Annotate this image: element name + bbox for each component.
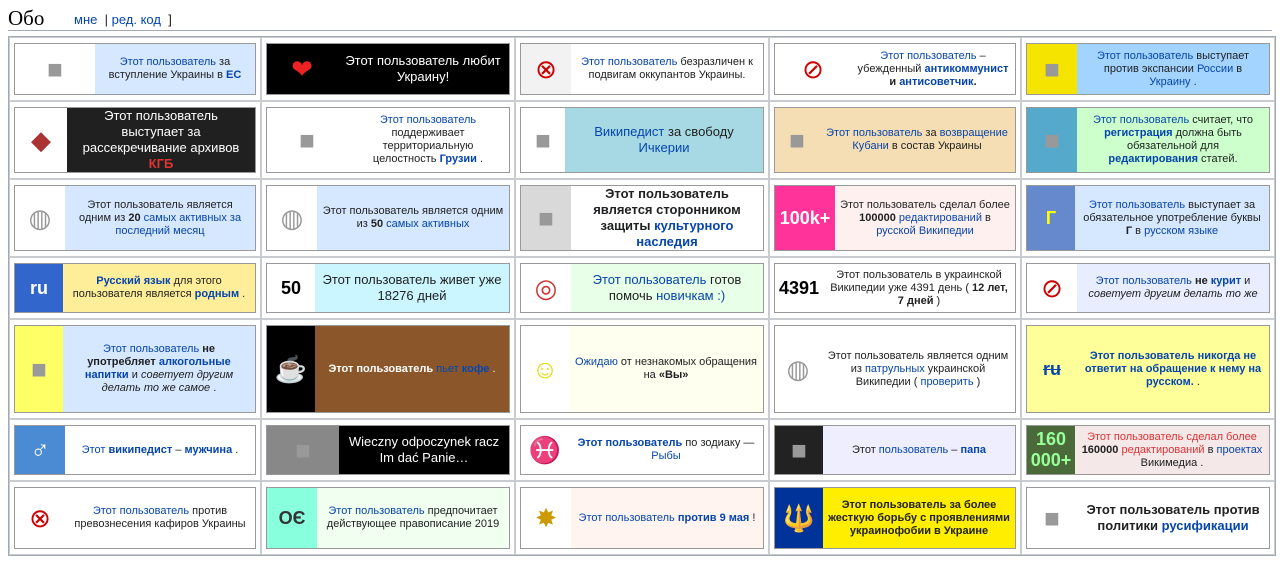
userbox-text-part: Викимедиа .: [1140, 456, 1204, 469]
userbox-text-part: в: [1204, 443, 1217, 456]
userbox-text-part: Этот пользователь является одним из: [827, 349, 1009, 375]
userbox-link[interactable]: Русский язык: [96, 275, 171, 287]
userbox-cell: [9, 101, 261, 179]
badge-text: ru: [1043, 358, 1061, 379]
userbox-text-part: поддерживает территориальную целостность: [372, 127, 474, 165]
userbox-text-part: по зодиаку —: [682, 437, 755, 449]
userbox-link[interactable]: Этот пользователь: [328, 505, 425, 517]
userbox-link[interactable]: пьет: [436, 362, 459, 375]
link-me[interactable]: мне: [74, 12, 98, 27]
userbox-link[interactable]: самых активных за последний месяц: [115, 211, 242, 237]
userbox-text: [819, 127, 1015, 153]
userbox-text-part: 20: [128, 211, 141, 224]
userbox-text-part: редактирований: [1118, 443, 1205, 456]
userbox-text-part: Этот пользователь в украинской Википедии уже 4391 день (: [830, 268, 1002, 294]
userbox-link[interactable]: Этот пользователь: [1088, 198, 1186, 211]
userbox-text: [347, 114, 509, 166]
badge-text: Г: [1045, 207, 1057, 228]
cartoon-icon: ■: [1027, 488, 1077, 548]
userbox-link[interactable]: редактирований: [895, 211, 982, 224]
userbox-cell: [769, 319, 1021, 419]
userbox-cell: [515, 101, 769, 179]
userbox-text-part: Этот пользователь является одним из: [78, 198, 233, 224]
userbox-cell: [9, 419, 261, 481]
userbox-text-part: .: [232, 443, 239, 456]
userbox: [1026, 43, 1270, 95]
badge-text: 100k+: [779, 207, 831, 228]
userbox-text: [1077, 502, 1269, 534]
userbox-text: [1075, 431, 1269, 470]
userbox-cell: [515, 419, 769, 481]
4391-badge: [775, 264, 823, 312]
userbox-cell: [9, 37, 261, 101]
userbox-text: [571, 512, 763, 525]
userbox-text-part: статей.: [1198, 153, 1238, 165]
userbox-link[interactable]: Этот пользователь: [1092, 114, 1190, 126]
userbox-text-part: и: [889, 75, 900, 88]
userbox: [520, 325, 764, 413]
userbox-cell: [9, 319, 261, 419]
userbox-text: [565, 124, 763, 156]
userbox: [520, 425, 764, 475]
userbox-cell: [515, 481, 769, 555]
userbox-text-part: Этот пользователь: [1086, 502, 1214, 517]
userbox: [266, 185, 510, 251]
link-edit-code[interactable]: ред. код: [111, 12, 161, 27]
no-alcohol-formula-icon: ■: [15, 326, 63, 412]
userbox: [774, 263, 1016, 313]
userbox-text-part: .: [210, 382, 217, 394]
userbox-text-part: в: [1233, 62, 1243, 75]
userbox-text: [315, 363, 509, 376]
userbox-text: [65, 505, 255, 531]
userbox-text-part: КГБ: [148, 156, 174, 171]
separator: |: [104, 12, 108, 27]
userbox-text-part: .: [239, 288, 246, 300]
userbox-cell: [515, 179, 769, 257]
userbox-text-part: должна быть обязательной для: [1126, 127, 1242, 152]
userbox-link[interactable]: Этот пользователь: [1095, 275, 1192, 287]
photo-icon: ■: [267, 426, 339, 474]
userbox-link[interactable]: Этот пользователь: [578, 511, 675, 524]
userbox: [774, 107, 1016, 173]
userbox-cell: [769, 257, 1021, 319]
userbox-text-part: .: [1190, 75, 1197, 88]
userbox-link[interactable]: ЕС: [226, 69, 242, 81]
userbox-cell: [769, 419, 1021, 481]
oe-badge: [267, 488, 317, 548]
userbox-text: [1077, 50, 1269, 89]
userbox-link[interactable]: Этот пользователь: [592, 272, 707, 287]
userbox: [266, 263, 510, 313]
heart-icon: ❤: [267, 44, 337, 94]
userbox-cell: [261, 179, 515, 257]
userbox-text: [1077, 114, 1269, 166]
userbox-text-part: Этот пользователь за более жесткую борьбу с проявлениями украинофобии в Украине: [828, 498, 1010, 537]
userbox-text-part: выступает против экспансии: [1103, 49, 1250, 75]
userbox-link[interactable]: Ичкерии: [638, 140, 690, 155]
userbox-cell: [769, 101, 1021, 179]
userbox-cell: [261, 101, 515, 179]
userbox-cell: [515, 37, 769, 101]
userbox: [1026, 487, 1270, 549]
badge-text: ru: [30, 277, 48, 298]
100k-badge: [775, 186, 835, 250]
userbox-text: [95, 56, 255, 82]
userbox-link[interactable]: родным: [194, 288, 240, 300]
userbox: [266, 107, 510, 173]
smiley-icon: ☺: [521, 326, 569, 412]
userbox-text-part: .: [973, 75, 977, 88]
userbox-text: [571, 186, 763, 250]
userbox-text-part: за: [922, 127, 940, 139]
userbox-link[interactable]: Этот пользователь: [1096, 49, 1194, 62]
userbox-link[interactable]: папа: [960, 443, 986, 456]
userbox-link[interactable]: Рыбы: [651, 450, 681, 462]
userbox: [774, 425, 1016, 475]
userbox: [14, 325, 256, 413]
userbox-cell: [9, 481, 261, 555]
userbox-link[interactable]: википедист: [108, 443, 173, 456]
userbox-text-part: за свободу: [664, 124, 734, 139]
letter-g-icon: [1027, 186, 1075, 250]
userbox-text-part: !: [749, 511, 756, 524]
userbox-text: [571, 56, 763, 82]
userbox-text: [317, 505, 509, 531]
userbox-text-part: Этот: [852, 443, 879, 456]
userbox-cell: [261, 481, 515, 555]
badge-text: 4391: [778, 277, 820, 298]
userbox: [520, 487, 764, 549]
userbox-text-part: Этот пользователь: [328, 362, 437, 375]
userbox-text: [65, 199, 255, 238]
userbox-cell: [769, 37, 1021, 101]
userbox-text-part: в состав Украины: [888, 140, 982, 152]
icon-painting-icon: ■: [521, 186, 571, 250]
male-symbol-icon: ♂: [15, 426, 65, 474]
userbox-text: [317, 205, 509, 231]
userbox-link[interactable]: антисоветчик: [899, 75, 974, 88]
badge-text: ОЄ: [278, 507, 306, 528]
separator: ]: [168, 12, 172, 27]
userbox-text-part: украинской Википедии (: [855, 362, 986, 388]
userbox-link[interactable]: русской Википедии: [876, 224, 974, 237]
userbox-cell: [1021, 481, 1275, 555]
userbox-text-part: Этот пользователь живет уже 18276 дней: [322, 272, 502, 303]
userbox: [14, 487, 256, 549]
userbox-text-part: –: [172, 443, 185, 456]
userbox-text: [63, 343, 255, 395]
userbox-link[interactable]: Этот: [81, 443, 106, 456]
userbox: [1026, 263, 1270, 313]
userbox-link[interactable]: Этот пользователь: [102, 343, 200, 355]
userbox-cell: [261, 419, 515, 481]
userbox-text: [569, 356, 763, 382]
userbox: [266, 425, 510, 475]
userbox-cell: [9, 257, 261, 319]
userbox-link[interactable]: Этот пользователь никогда не ответит на обращение к нему на русском.: [1084, 349, 1262, 388]
kgb-emblem-icon: ◆: [15, 108, 67, 172]
userbox: [14, 425, 256, 475]
userbox-text: [337, 53, 509, 85]
userbox-text-part: 12 лет, 7 дней: [897, 281, 1008, 307]
userbox-text-part: .: [476, 153, 484, 165]
userbox: [774, 43, 1016, 95]
userbox: [774, 487, 1016, 549]
userbox-cell: [1021, 257, 1275, 319]
userbox: [520, 185, 764, 251]
userbox-text: [851, 50, 1015, 89]
userbox-text-part: для этого пользователя является: [72, 275, 222, 300]
userbox-cell: [261, 37, 515, 101]
userbox-cell: [261, 257, 515, 319]
userbox-text-part: готов помочь: [608, 272, 742, 303]
userbox-text: [67, 108, 255, 172]
userbox-text-part: против превознесения кафиров Украины: [74, 505, 246, 530]
userbox-link[interactable]: Википедист: [594, 124, 665, 139]
userbox-text-part: предпочитает действующее правописание 2019: [326, 505, 500, 530]
userbox-link[interactable]: России: [1196, 62, 1234, 75]
georgia-map-icon: ■: [267, 108, 347, 172]
userbox-text-part: Этот пользователь является одним из: [322, 205, 504, 230]
userbox-link[interactable]: Этот пользователь: [577, 437, 683, 449]
userbox-text-part: считает, что: [1189, 114, 1254, 126]
userbox-text: [823, 499, 1015, 538]
ukraine-kuban-flags-icon: ■: [775, 108, 819, 172]
userbox-text: [571, 272, 763, 304]
userbox: [520, 43, 764, 95]
registration-icon: ■: [1027, 108, 1077, 172]
userbox-cell: [769, 481, 1021, 555]
userbox: [14, 107, 256, 173]
userbox-link[interactable]: пользователь: [878, 443, 949, 456]
no-occupants-icon: ⊗: [521, 44, 571, 94]
userbox-text: [823, 444, 1015, 457]
userbox-link[interactable]: Грузии: [439, 153, 477, 165]
userbox-text-part: Этот пользователь любит Украину!: [345, 53, 501, 84]
userbox: [520, 107, 764, 173]
coffee-cup-icon: ☕: [267, 326, 315, 412]
page-title: Обо: [8, 6, 45, 30]
userbox-text-part: не употребляет: [87, 343, 216, 368]
userbox: [774, 325, 1016, 413]
userbox-text-part: и: [128, 369, 141, 381]
userbox: [266, 487, 510, 549]
userbox-text: [339, 434, 509, 466]
userbox-text-part: 100000: [859, 211, 896, 224]
userbox-link[interactable]: самых активных: [383, 218, 470, 230]
userbox-cell: [1021, 179, 1275, 257]
userbox-cell: [515, 319, 769, 419]
ru-badge: [15, 264, 63, 312]
userbox-cell: [1021, 419, 1275, 481]
userbox-link[interactable]: новичкам :): [656, 288, 726, 303]
userbox-text-part: советует другим делать то же самое: [101, 369, 234, 394]
wikipedia-globe-icon: ◍: [267, 186, 317, 250]
wikipedia-globe-icon: ◍: [15, 186, 65, 250]
userbox-text-part: советует другим делать то же: [1088, 288, 1258, 300]
userbox: [1026, 425, 1270, 475]
userbox-link[interactable]: Украину: [1149, 75, 1191, 88]
no-communism-icon: ⊘: [775, 44, 851, 94]
badge-text: 50: [280, 277, 302, 298]
pisces-icon: ♓: [521, 426, 569, 474]
userbox: [520, 263, 764, 313]
no-occupants-icon: ⊗: [15, 488, 65, 548]
userbox: [1026, 107, 1270, 173]
userbox-link[interactable]: возвращение Кубани: [852, 127, 1008, 152]
userbox-text-part: безразличен к подвигам оккупантов Украины.: [588, 56, 753, 81]
userbox-link[interactable]: Этот пользователь: [119, 56, 216, 68]
userbox-cell: [1021, 319, 1275, 419]
userbox-text-part: Этот пользователь сделал более: [1087, 430, 1257, 443]
userbox-link[interactable]: Этот пользователь: [826, 127, 923, 139]
userbox-link[interactable]: Ожидаю: [574, 356, 618, 368]
userbox-link[interactable]: патрульных: [864, 362, 925, 375]
userbox-link[interactable]: культурного наследия: [636, 218, 734, 249]
userbox-text-part: 50: [370, 218, 384, 230]
userbox-text-part: Wieczny odpoczynek racz Im dać Panie…: [348, 434, 500, 465]
userbox: [266, 43, 510, 95]
userbox-link[interactable]: Этот пользователь: [379, 114, 477, 126]
userbox: [14, 43, 256, 95]
userbox-link[interactable]: Этот пользователь: [92, 505, 190, 517]
userbox-text-part: выступает за обязательное употребление буквы: [1083, 198, 1261, 224]
userbox-text-part: .: [1193, 375, 1200, 388]
page-header: [8, 4, 1272, 31]
userbox: [774, 185, 1016, 251]
userbox-text: [823, 269, 1015, 308]
userbox-text: [1075, 199, 1269, 238]
no-smoking-icon: ⊘: [1027, 264, 1077, 312]
no-ru-icon: [1027, 326, 1077, 412]
userbox-link[interactable]: мужчина: [184, 443, 233, 456]
badge-text: 160 000+: [1030, 429, 1072, 470]
userbox-link[interactable]: алкогольные напитки: [84, 356, 231, 381]
userbox-text-part: ): [933, 294, 941, 307]
father-painting-icon: ■: [775, 426, 823, 474]
userbox-text-part: Этот пользователь выступает за рассекречивание архивов: [82, 108, 240, 155]
userbox-cell: [9, 179, 261, 257]
userbox-text-part: Г: [1125, 224, 1133, 237]
userbox-link[interactable]: русификации: [1161, 518, 1249, 533]
userbox-link[interactable]: Этот пользователь: [880, 49, 977, 62]
userbox-text-part: .: [489, 362, 496, 375]
userbox-link[interactable]: кофе: [461, 362, 490, 375]
wikipedia-patrol-icon: ◍: [775, 326, 821, 412]
userbox-text: [835, 199, 1015, 238]
trident-icon: 🔱: [775, 488, 823, 548]
no-dpr-flag-icon: ■: [1027, 44, 1077, 94]
header-links: [74, 12, 172, 27]
userbox-text: [569, 437, 763, 463]
userbox-text: [63, 275, 255, 301]
50-badge: [267, 264, 315, 312]
userbox-link[interactable]: проверить: [920, 375, 974, 388]
userbox: [14, 263, 256, 313]
userbox-link[interactable]: проектах: [1216, 443, 1263, 456]
userbox: [266, 325, 510, 413]
userbox-text-part: в: [1132, 224, 1145, 237]
userbox-text-part: за вступление Украины в: [108, 56, 231, 81]
userbox-text: [1077, 350, 1269, 389]
userbox-text-part: не: [1191, 275, 1211, 287]
userbox-text: [315, 272, 509, 304]
160000-badge: [1027, 426, 1075, 474]
userbox-text: [821, 350, 1015, 389]
userbox-cell: [261, 319, 515, 419]
userbox-text-part: –: [948, 443, 961, 456]
order-star-icon: ✸: [521, 488, 571, 548]
userbox-cell: [1021, 101, 1275, 179]
userbox-text-part: «Вы»: [658, 369, 689, 381]
userbox-link[interactable]: курит: [1210, 275, 1242, 287]
userbox-cell: [515, 257, 769, 319]
userbox-text-part: в: [981, 211, 991, 224]
userbox-text-part: ): [973, 375, 981, 388]
userbox: [14, 185, 256, 251]
userbox-cell: [1021, 37, 1275, 101]
userbox-text-part: Этот пользователь сделал более: [840, 198, 1010, 211]
userbox-link[interactable]: регистрация: [1104, 127, 1173, 139]
userbox-text-part: против политики: [1097, 502, 1260, 533]
userbox-text-part: 160000: [1081, 443, 1119, 456]
userbox-text: [1077, 275, 1269, 301]
userbox-link[interactable]: Этот пользователь: [581, 56, 678, 68]
userbox-text-part: – убежденный: [857, 49, 986, 75]
userbox-text-part: от незнакомых обращения на: [617, 356, 758, 381]
userbox-link[interactable]: редактирования: [1108, 153, 1198, 165]
userbox: [1026, 325, 1270, 413]
userbox: [1026, 185, 1270, 251]
userbox-link[interactable]: антикоммунист: [924, 62, 1009, 75]
userbox-grid: [8, 36, 1276, 556]
ichkeria-flag-icon: ■: [521, 108, 565, 172]
userbox-text-part: и: [1241, 275, 1251, 287]
userbox-link[interactable]: против 9 мая: [677, 511, 750, 524]
userbox-text: [65, 444, 255, 457]
userbox-link[interactable]: русском языке: [1144, 224, 1219, 237]
userbox-cell: [769, 179, 1021, 257]
lifebuoy-icon: ◎: [521, 264, 571, 312]
userbox-text-part: Этот пользователь является сторонником защиты: [593, 186, 741, 233]
ukraine-eu-map-icon: ■: [15, 44, 95, 94]
